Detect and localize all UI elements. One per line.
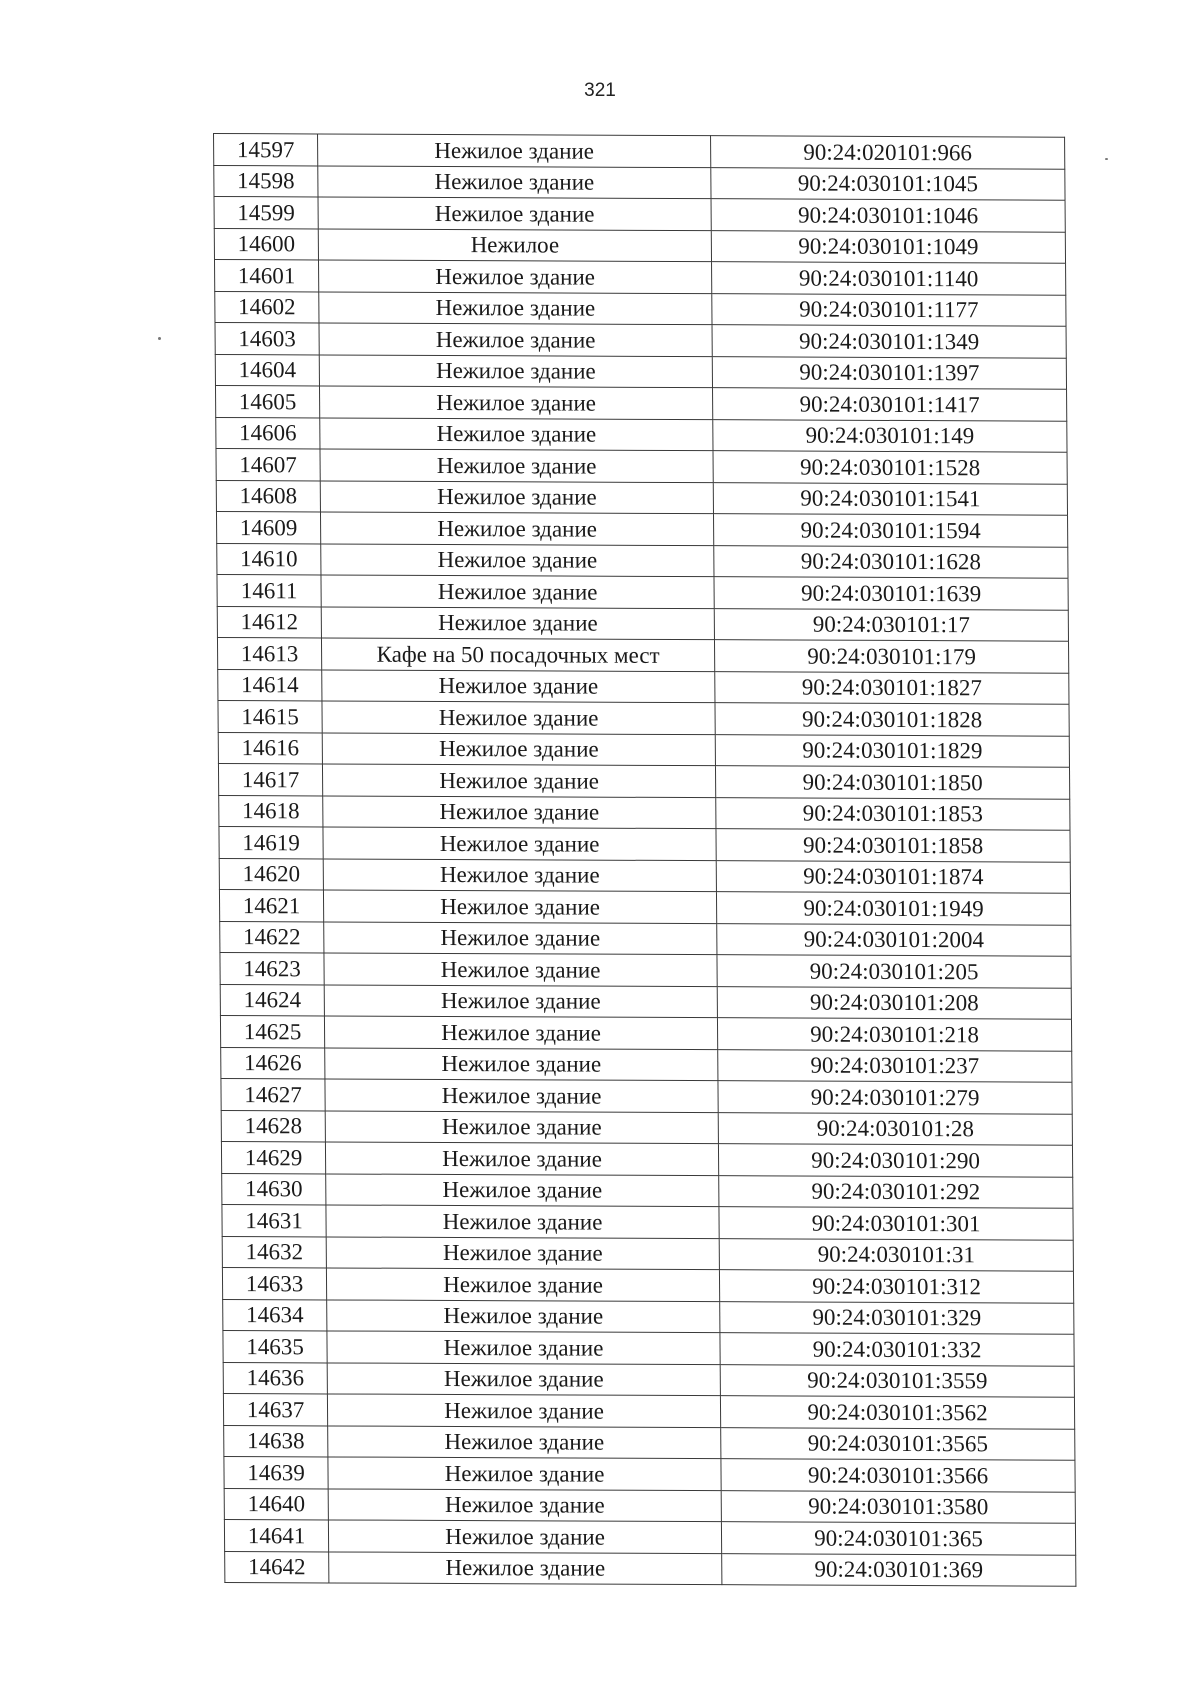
object-name-cell: Нежилое здание (318, 165, 711, 198)
object-name-cell: Нежилое здание (325, 1142, 718, 1175)
object-name-cell: Нежилое здание (324, 953, 717, 986)
table-row (219, 858, 1070, 893)
record-number-cell: 14610 (217, 543, 321, 575)
table-row (214, 134, 1065, 169)
object-name-cell: Нежилое здание (324, 1016, 717, 1049)
table-row (221, 1078, 1072, 1113)
record-number-cell: 14623 (220, 952, 324, 984)
record-number-cell: 14617 (218, 763, 322, 795)
record-number-cell: 14630 (222, 1173, 326, 1205)
cadastral-number-cell: 90:24:030101:1827 (715, 671, 1069, 704)
record-number-cell: 14627 (221, 1078, 325, 1110)
cadastral-number-cell: 90:24:030101:31 (719, 1238, 1073, 1271)
cadastral-number-cell: 90:24:030101:1417 (713, 388, 1067, 421)
cadastral-number-cell: 90:24:030101:1049 (711, 230, 1065, 263)
record-number-cell: 14641 (224, 1519, 328, 1551)
table-row (221, 1047, 1072, 1082)
record-number-cell: 14606 (216, 417, 320, 449)
object-name-cell: Нежилое здание (325, 1110, 718, 1143)
table-row (223, 1330, 1074, 1365)
record-number-cell: 14618 (219, 795, 323, 827)
cadastral-number-cell: 90:24:030101:208 (717, 986, 1071, 1019)
record-number-cell: 14608 (216, 480, 320, 512)
record-number-cell: 14611 (217, 574, 321, 606)
record-number-cell: 14614 (218, 669, 322, 701)
cadastral-number-cell: 90:24:030101:1949 (716, 892, 1070, 925)
cadastral-number-cell: 90:24:030101:332 (720, 1333, 1074, 1366)
object-name-cell: Нежилое здание (319, 323, 712, 356)
object-name-cell: Нежилое здание (320, 449, 713, 482)
record-number-cell: 14601 (214, 260, 318, 292)
table-row (216, 417, 1067, 452)
object-name-cell: Нежилое здание (325, 1047, 718, 1080)
record-number-cell: 14597 (214, 134, 318, 166)
table-row (216, 448, 1067, 483)
cadastral-number-cell: 90:24:030101:1349 (712, 325, 1066, 358)
records-table-body (214, 134, 1076, 1587)
object-name-cell: Нежилое здание (326, 1236, 719, 1269)
table-row (218, 700, 1069, 735)
object-name-cell: Нежилое здание (327, 1331, 720, 1364)
table-row (214, 197, 1065, 232)
object-name-cell: Нежилое здание (318, 260, 711, 293)
object-name-cell: Нежилое (318, 228, 711, 261)
table-row (218, 669, 1069, 704)
record-number-cell: 14628 (221, 1110, 325, 1142)
cadastral-number-cell: 90:24:030101:1850 (715, 766, 1069, 799)
object-name-cell: Нежилое здание (318, 197, 711, 230)
object-name-cell: Нежилое здание (319, 291, 712, 324)
cadastral-number-cell: 90:24:030101:1541 (713, 482, 1067, 515)
cadastral-number-cell: 90:24:030101:290 (718, 1144, 1072, 1177)
object-name-cell: Нежилое здание (322, 764, 715, 797)
cadastral-number-cell: 90:24:030101:292 (719, 1175, 1073, 1208)
record-number-cell: 14615 (218, 700, 322, 732)
cadastral-number-cell: 90:24:030101:1397 (712, 356, 1066, 389)
object-name-cell: Нежилое здание (325, 1079, 718, 1112)
table-row (222, 1204, 1073, 1239)
record-number-cell: 14626 (221, 1047, 325, 1079)
object-name-cell: Нежилое здание (323, 795, 716, 828)
cadastral-number-cell: 90:24:030101:2004 (717, 923, 1071, 956)
cadastral-number-cell: 90:24:030101:1046 (711, 199, 1065, 232)
cadastral-number-cell: 90:24:030101:1828 (715, 703, 1069, 736)
record-number-cell: 14620 (219, 858, 323, 890)
record-number-cell: 14638 (224, 1425, 328, 1457)
table-row (221, 1110, 1072, 1145)
object-name-cell: Нежилое здание (319, 354, 712, 387)
record-number-cell: 14637 (223, 1393, 327, 1425)
cadastral-number-cell: 90:24:030101:3566 (721, 1459, 1075, 1492)
table-row (218, 732, 1069, 767)
record-number-cell: 14639 (224, 1456, 328, 1488)
table-row (224, 1519, 1075, 1554)
cadastral-number-cell: 90:24:030101:1140 (712, 262, 1066, 295)
record-number-cell: 14629 (221, 1141, 325, 1173)
cadastral-number-cell: 90:24:030101:1045 (711, 167, 1065, 200)
cadastral-number-cell: 90:24:030101:1858 (716, 829, 1070, 862)
cadastral-number-cell: 90:24:030101:3580 (721, 1490, 1075, 1523)
cadastral-number-cell: 90:24:030101:1874 (716, 860, 1070, 893)
record-number-cell: 14598 (214, 165, 318, 197)
record-number-cell: 14616 (218, 732, 322, 764)
record-number-cell: 14609 (216, 511, 320, 543)
object-name-cell: Нежилое здание (322, 669, 715, 702)
cadastral-number-cell: 90:24:030101:1628 (714, 545, 1068, 578)
cadastral-number-cell: 90:24:030101:365 (721, 1522, 1075, 1555)
table-row (222, 1267, 1073, 1302)
object-name-cell: Нежилое здание (322, 701, 715, 734)
cadastral-number-cell: 90:24:030101:279 (718, 1081, 1072, 1114)
record-number-cell: 14600 (214, 228, 318, 260)
object-name-cell: Нежилое здание (326, 1173, 719, 1206)
table-row (220, 1015, 1071, 1050)
table-row (215, 323, 1066, 358)
object-name-cell: Нежилое здание (324, 984, 717, 1017)
object-name-cell: Нежилое здание (328, 1425, 721, 1458)
record-number-cell: 14599 (214, 197, 318, 229)
object-name-cell: Нежилое здание (320, 480, 713, 513)
object-name-cell: Нежилое здание (328, 1520, 721, 1553)
cadastral-number-cell: 90:24:030101:3562 (720, 1396, 1074, 1429)
cadastral-number-cell: 90:24:030101:179 (714, 640, 1068, 673)
table-row (220, 952, 1071, 987)
object-name-cell: Нежилое здание (327, 1362, 720, 1395)
table-row (222, 1236, 1073, 1271)
cadastral-number-cell: 90:24:030101:149 (713, 419, 1067, 452)
record-number-cell: 14636 (223, 1362, 327, 1394)
record-number-cell: 14602 (215, 291, 319, 323)
record-number-cell: 14634 (223, 1299, 327, 1331)
cadastral-number-cell: 90:24:030101:17 (714, 608, 1068, 641)
record-number-cell: 14603 (215, 323, 319, 355)
record-number-cell: 14607 (216, 448, 320, 480)
table-row (223, 1299, 1074, 1334)
cadastral-number-cell: 90:24:020101:966 (711, 136, 1065, 169)
record-number-cell: 14633 (222, 1267, 326, 1299)
object-name-cell: Нежилое здание (322, 732, 715, 765)
table-row (224, 1488, 1075, 1523)
record-number-cell: 14605 (215, 385, 319, 417)
records-table (213, 133, 1076, 1587)
object-name-cell: Нежилое здание (323, 890, 716, 923)
object-name-cell: Нежилое здание (329, 1551, 722, 1584)
cadastral-number-cell: 90:24:030101:3559 (720, 1364, 1074, 1397)
cadastral-number-cell: 90:24:030101:1528 (713, 451, 1067, 484)
record-number-cell: 14622 (220, 921, 324, 953)
object-name-cell: Нежилое здание (321, 543, 714, 576)
cadastral-number-cell: 90:24:030101:28 (718, 1112, 1072, 1145)
table-row (219, 795, 1070, 830)
object-name-cell: Нежилое здание (323, 858, 716, 891)
object-name-cell: Нежилое здание (327, 1299, 720, 1332)
object-name-cell: Нежилое здание (326, 1268, 719, 1301)
records-table-container (213, 133, 1076, 1587)
record-number-cell: 14625 (220, 1015, 324, 1047)
scan-speck (158, 337, 161, 340)
table-row (225, 1551, 1076, 1586)
cadastral-number-cell: 90:24:030101:1829 (715, 734, 1069, 767)
table-row (218, 763, 1069, 798)
table-row (221, 1141, 1072, 1176)
object-name-cell: Нежилое здание (320, 417, 713, 450)
table-row (217, 606, 1068, 641)
record-number-cell: 14631 (222, 1204, 326, 1236)
object-name-cell: Нежилое здание (328, 1488, 721, 1521)
table-row (222, 1173, 1073, 1208)
cadastral-number-cell: 90:24:030101:329 (720, 1301, 1074, 1334)
table-row (215, 291, 1066, 326)
table-row (223, 1393, 1074, 1428)
table-row (219, 889, 1070, 924)
cadastral-number-cell: 90:24:030101:237 (718, 1049, 1072, 1082)
object-name-cell: Нежилое здание (320, 512, 713, 545)
cadastral-number-cell: 90:24:030101:301 (719, 1207, 1073, 1240)
table-row (215, 354, 1066, 389)
record-number-cell: 14619 (219, 826, 323, 858)
record-number-cell: 14640 (224, 1488, 328, 1520)
cadastral-number-cell: 90:24:030101:312 (719, 1270, 1073, 1303)
cadastral-number-cell: 90:24:030101:218 (717, 1018, 1071, 1051)
cadastral-number-cell: 90:24:030101:205 (717, 955, 1071, 988)
table-row (220, 921, 1071, 956)
object-name-cell: Нежилое здание (323, 827, 716, 860)
table-row (224, 1425, 1075, 1460)
table-row (220, 984, 1071, 1019)
object-name-cell: Нежилое здание (327, 1394, 720, 1427)
record-number-cell: 14604 (215, 354, 319, 386)
object-name-cell: Нежилое здание (328, 1457, 721, 1490)
table-row (215, 385, 1066, 420)
table-row (216, 480, 1067, 515)
table-row (217, 637, 1068, 672)
record-number-cell: 14642 (225, 1551, 329, 1583)
cadastral-number-cell: 90:24:030101:1639 (714, 577, 1068, 610)
object-name-cell: Нежилое здание (319, 386, 712, 419)
table-row (219, 826, 1070, 861)
table-row (214, 228, 1065, 263)
record-number-cell: 14635 (223, 1330, 327, 1362)
object-name-cell: Нежилое здание (324, 921, 717, 954)
cadastral-number-cell: 90:24:030101:3565 (721, 1427, 1075, 1460)
record-number-cell: 14612 (217, 606, 321, 638)
record-number-cell: 14613 (217, 637, 321, 669)
record-number-cell: 14621 (219, 889, 323, 921)
table-row (223, 1362, 1074, 1397)
table-row (216, 511, 1067, 546)
cadastral-number-cell: 90:24:030101:1177 (712, 293, 1066, 326)
object-name-cell: Нежилое здание (321, 606, 714, 639)
scan-speck (1105, 158, 1108, 160)
object-name-cell: Нежилое здание (326, 1205, 719, 1238)
table-row (217, 574, 1068, 609)
record-number-cell: 14632 (222, 1236, 326, 1268)
record-number-cell: 14624 (220, 984, 324, 1016)
object-name-cell: Нежилое здание (318, 134, 711, 167)
cadastral-number-cell: 90:24:030101:1853 (716, 797, 1070, 830)
table-row (224, 1456, 1075, 1491)
page-number: 321 (584, 80, 616, 101)
cadastral-number-cell: 90:24:030101:369 (722, 1553, 1076, 1586)
table-row (217, 543, 1068, 578)
cadastral-number-cell: 90:24:030101:1594 (713, 514, 1067, 547)
table-row (214, 165, 1065, 200)
table-row (214, 260, 1065, 295)
object-name-cell: Кафе на 50 посадочных мест (321, 638, 714, 671)
object-name-cell: Нежилое здание (321, 575, 714, 608)
